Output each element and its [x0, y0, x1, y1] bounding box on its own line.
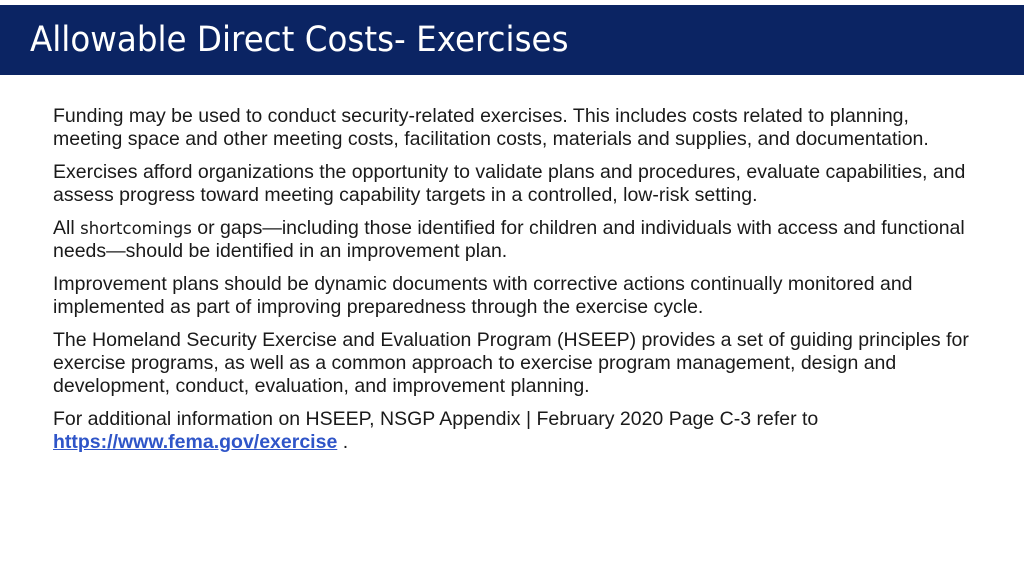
title-bar: [0, 5, 1024, 75]
paragraph-improvement: Improvement plans should be dynamic documents with corrective actions continually monitored and implemented as part of improving preparedness through the exercise cycle.: [53, 273, 913, 318]
shortcomings-word: shortcomings: [80, 219, 192, 238]
paragraph-additional-info: [53, 408, 983, 454]
shortcomings-suffix: or gaps—including those identified for children and individuals with access and functional needs—should be identified in an improvement plan.: [53, 217, 965, 262]
paragraph-hseep: The Homeland Security Exercise and Evaluation Program (HSEEP) provides a set of guiding principles for exercise programs, as well as a common approach to exercise program management, design and development, conduct, evaluation, and improvement planning.: [53, 329, 969, 397]
paragraph-shortcomings: [53, 217, 983, 263]
fema-exercise-link[interactable]: https://www.fema.gov/exercise: [53, 431, 338, 453]
shortcomings-prefix: All: [53, 217, 81, 239]
paragraph-funding: Funding may be used to conduct security-related exercises. This includes costs related to planning, meeting space and other meeting costs, facilitation costs, materials and supplies, and documentation.: [53, 105, 929, 150]
additional-info-text: For additional information on HSEEP, NSGP Appendix | February 2020 Page C-3 refer to: [53, 408, 819, 430]
additional-info-end: .: [337, 431, 349, 453]
slide-title: Allowable Direct Costs- Exercises: [30, 20, 569, 60]
paragraph-exercises: Exercises afford organizations the opportunity to validate plans and procedures, evaluate capabilities, and assess progress toward meeting capability targets in a controlled, low-risk setting.: [53, 161, 966, 206]
slide-body: [53, 105, 983, 464]
